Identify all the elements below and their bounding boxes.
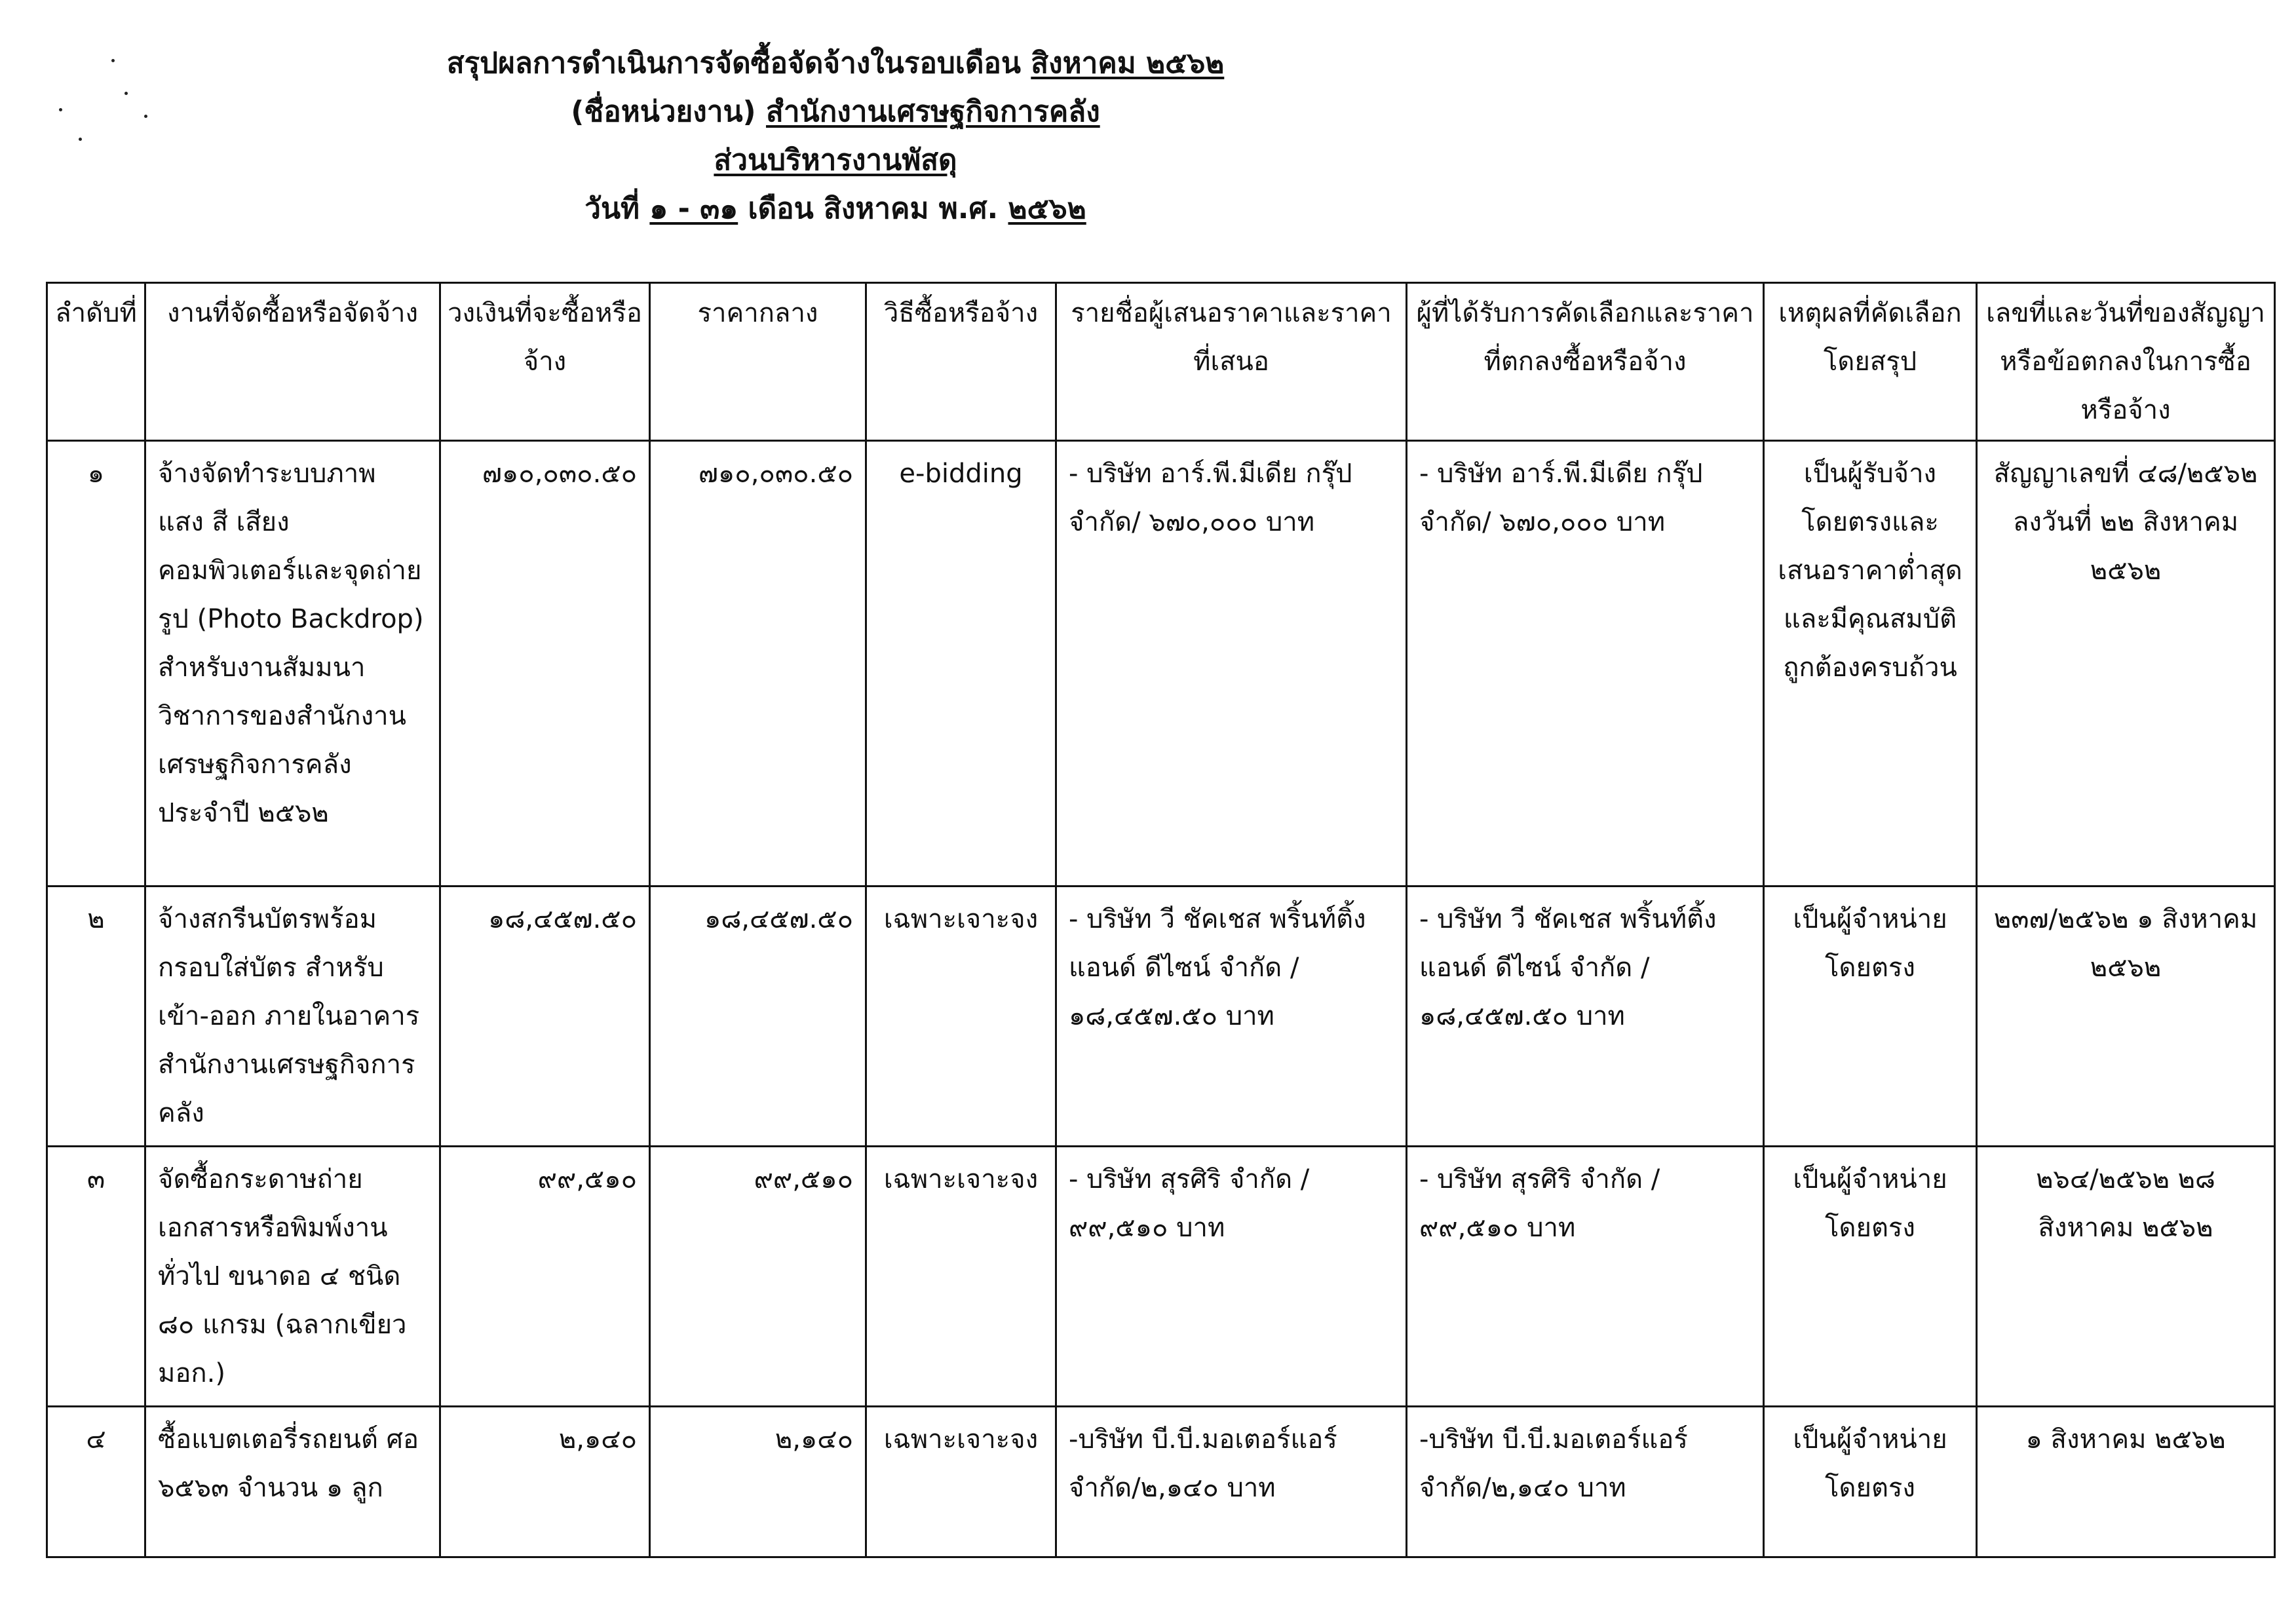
cell-no: ๓ [47, 1147, 145, 1407]
cell-budget: ๒,๑๔๐ [440, 1407, 650, 1557]
cell-median-price: ๑๘,๔๕๗.๕๐ [650, 887, 866, 1147]
cell-no: ๒ [47, 887, 145, 1147]
cell-item: จัดซื้อกระดาษถ่ายเอกสารหรือพิมพ์งานทั่วไป ขนาดอ ๔ ชนิด ๘๐ แกรม (ฉลากเขียว มอก.) [145, 1147, 440, 1407]
header-title: สรุปผลการดำเนินการจัดซื้อจัดจ้างในรอบเดือน [446, 47, 1021, 80]
cell-budget: ๙๙,๕๑๐ [440, 1147, 650, 1407]
table-row [47, 1407, 2275, 1557]
cell-selected: -บริษัท บี.บี.มอเตอร์แอร์ จำกัด/๒,๑๔๐ บาท [1407, 1407, 1764, 1557]
col-header-no: ลำดับที่ [47, 283, 145, 441]
col-header-contract: เลขที่และวันที่ของสัญญาหรือข้อตกลงในการซื้อหรือจ้าง [1977, 283, 2275, 441]
cell-item: จ้างสกรีนบัตรพร้อมกรอบใส่บัตร สำหรับเข้า-ออก ภายในอาคารสำนักงานเศรษฐกิจการคลัง [145, 887, 440, 1147]
cell-median-price: ๒,๑๔๐ [650, 1407, 866, 1557]
header-month: สิงหาคม ๒๕๖๒ [1031, 47, 1225, 80]
header-agency: สำนักงานเศรษฐกิจการคลัง [765, 95, 1100, 128]
table-row [47, 887, 2275, 1147]
cell-contract: ๒๓๗/๒๕๖๒ ๑ สิงหาคม ๒๕๖๒ [1977, 887, 2275, 1147]
col-header-reason: เหตุผลที่คัดเลือกโดยสรุป [1764, 283, 1977, 441]
cell-bidders: - บริษัท วี ชัคเชส พริ้นท์ติ้ง แอนด์ ดีไซน์ จำกัด / ๑๘,๔๕๗.๕๐ บาท [1056, 887, 1407, 1147]
cell-no: ๔ [47, 1407, 145, 1557]
table-body [47, 441, 2275, 1557]
table-row [47, 1147, 2275, 1407]
cell-reason: เป็นผู้จำหน่ายโดยตรง [1764, 887, 1977, 1147]
cell-selected: - บริษัท อาร์.พี.มีเดีย กรุ๊ป จำกัด/ ๖๗๐,๐๐๐ บาท [1407, 441, 1764, 887]
col-header-median-price: ราคากลาง [650, 283, 866, 441]
cell-reason: เป็นผู้จำหน่ายโดยตรง [1764, 1147, 1977, 1407]
col-header-budget: วงเงินที่จะซื้อหรือจ้าง [440, 283, 650, 441]
cell-bidders: - บริษัท สุรศิริ จำกัด / ๙๙,๕๑๐ บาท [1056, 1147, 1407, 1407]
cell-contract: ๑ สิงหาคม ๒๕๖๒ [1977, 1407, 2275, 1557]
col-header-bidders: รายชื่อผู้เสนอราคาและราคาที่เสนอ [1056, 283, 1407, 441]
col-header-method: วิธีซื้อหรือจ้าง [866, 283, 1056, 441]
cell-bidders: -บริษัท บี.บี.มอเตอร์แอร์ จำกัด/๒,๑๔๐ บาท [1056, 1407, 1407, 1557]
cell-method: e-bidding [866, 441, 1056, 887]
cell-item: ซื้อแบตเตอรี่รถยนต์ ศอ ๖๕๖๓ จำนวน ๑ ลูก [145, 1407, 440, 1557]
header-agency-label: (ชื่อหน่วยงาน) [571, 95, 756, 128]
header-date-label: วันที่ [584, 192, 640, 225]
cell-reason: เป็นผู้รับจ้างโดยตรงและเสนอราคาต่ำสุดและมีคุณสมบัติถูกต้องครบถ้วน [1764, 441, 1977, 887]
header-title-line [0, 39, 1671, 88]
table-header [47, 283, 2275, 441]
col-header-selected: ผู้ที่ได้รับการคัดเลือกและราคาที่ตกลงซื้อหรือจ้าง [1407, 283, 1764, 441]
header-date-year: ๒๕๖๒ [1008, 192, 1086, 225]
table-row [47, 441, 2275, 887]
header-division-line [0, 136, 1671, 185]
cell-item: จ้างจัดทำระบบภาพ แสง สี เสียง คอมพิวเตอร์และจุดถ่ายรูป (Photo Backdrop) สำหรับงานสัมมนาวิชาการของสำนักงานเศรษฐกิจการคลัง ประจำปี ๒๕๖๒ [145, 441, 440, 887]
cell-budget: ๗๑๐,๐๓๐.๕๐ [440, 441, 650, 887]
cell-no: ๑ [47, 441, 145, 887]
cell-median-price: ๗๑๐,๐๓๐.๕๐ [650, 441, 866, 887]
header-division: ส่วนบริหารงานพัสดุ [714, 143, 957, 177]
col-header-item: งานที่จัดซื้อหรือจัดจ้าง [145, 283, 440, 441]
cell-median-price: ๙๙,๕๑๐ [650, 1147, 866, 1407]
cell-budget: ๑๘,๔๕๗.๕๐ [440, 887, 650, 1147]
cell-selected: - บริษัท สุรศิริ จำกัด / ๙๙,๕๑๐ บาท [1407, 1147, 1764, 1407]
cell-bidders: - บริษัท อาร์.พี.มีเดีย กรุ๊ป จำกัด/ ๖๗๐,๐๐๐ บาท [1056, 441, 1407, 887]
header-date-month: เดือน สิงหาคม พ.ศ. [748, 192, 999, 225]
table-header-row [47, 283, 2275, 441]
cell-selected: - บริษัท วี ชัคเชส พริ้นท์ติ้ง แอนด์ ดีไซน์ จำกัด / ๑๘,๔๕๗.๕๐ บาท [1407, 887, 1764, 1147]
document-header [0, 39, 1671, 233]
cell-method: เฉพาะเจาะจง [866, 1407, 1056, 1557]
cell-method: เฉพาะเจาะจง [866, 887, 1056, 1147]
header-date-line [0, 185, 1671, 233]
cell-method: เฉพาะเจาะจง [866, 1147, 1056, 1407]
cell-contract: สัญญาเลขที่ ๔๘/๒๕๖๒ ลงวันที่ ๒๒ สิงหาคม ๒๕๖๒ [1977, 441, 2275, 887]
procurement-table [46, 282, 2276, 1558]
cell-reason: เป็นผู้จำหน่ายโดยตรง [1764, 1407, 1977, 1557]
cell-contract: ๒๖๔/๒๕๖๒ ๒๘ สิงหาคม ๒๕๖๒ [1977, 1147, 2275, 1407]
header-date-range: ๑ - ๓๑ [649, 192, 738, 225]
header-agency-line [0, 88, 1671, 136]
